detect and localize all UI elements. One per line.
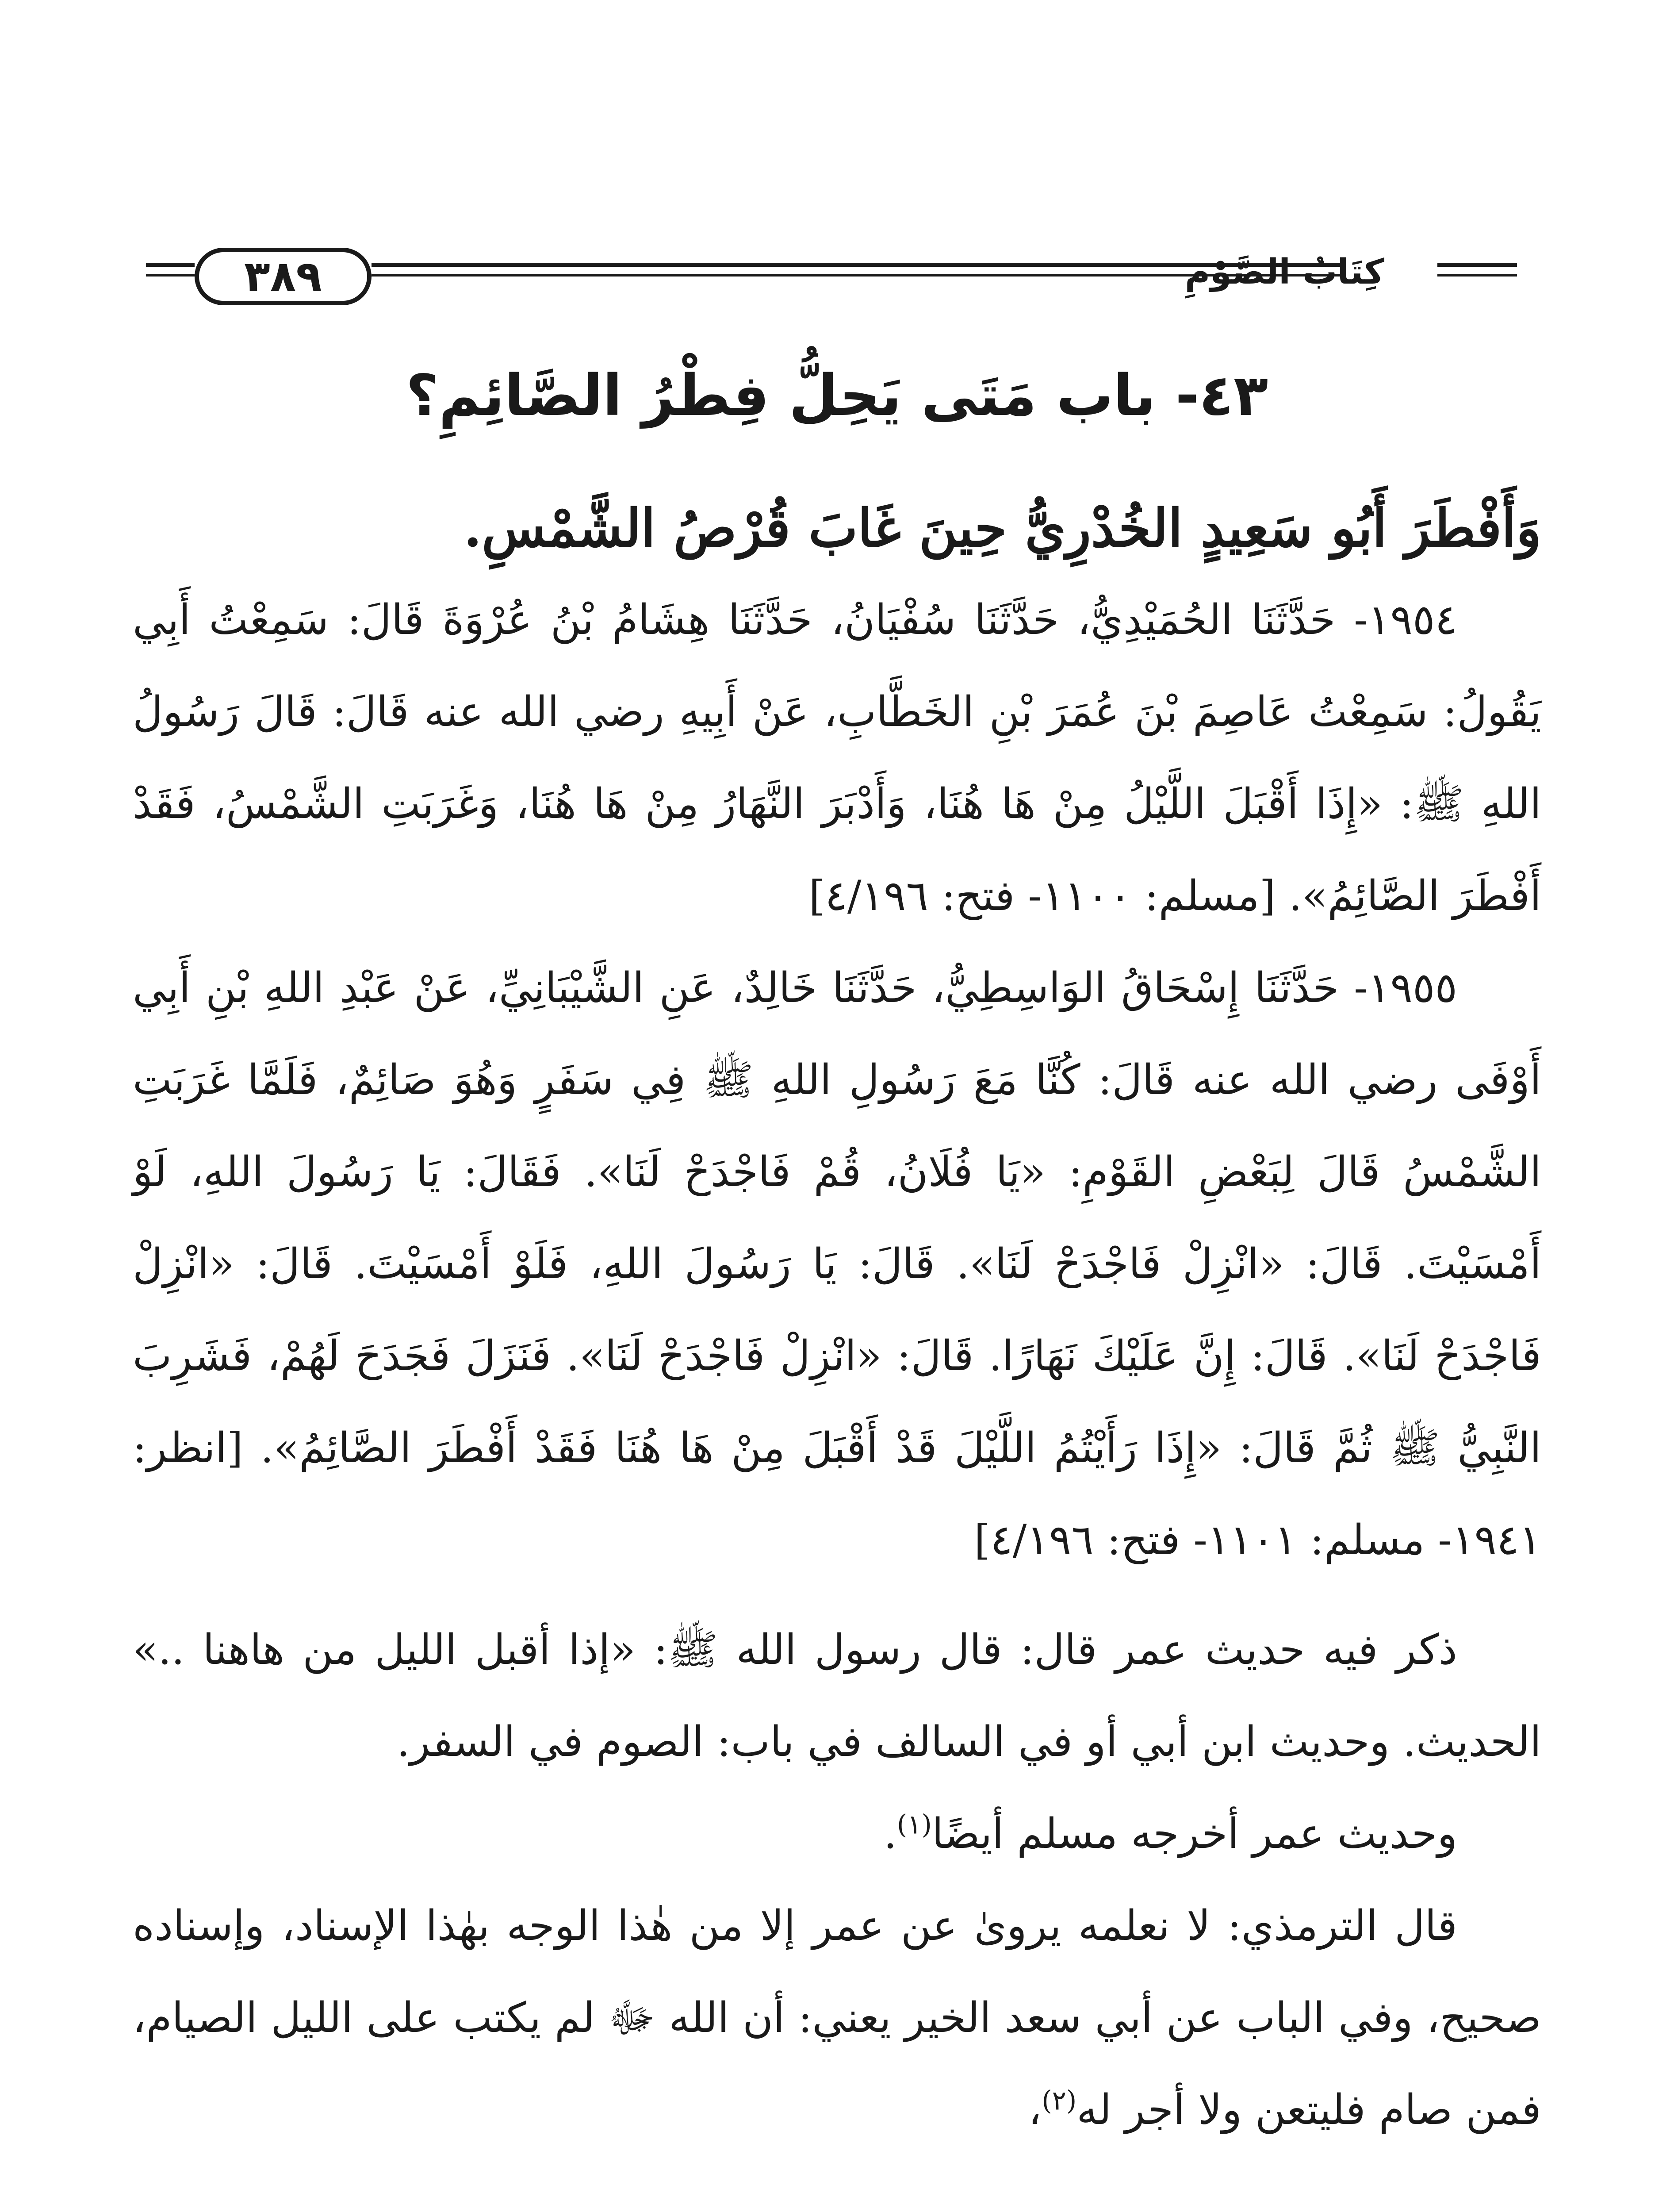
running-header <box>146 230 1517 323</box>
commentary-paragraph: ذكر فيه حديث عمر قال: قال رسول الله ﷺ: «إذا أقبل الليل من هاهنا ..» الحديث. وحديث ابن أبي أو في السالف في باب: الصوم في السفر. <box>133 1626 1541 1766</box>
commentary-paragraph <box>133 1880 1541 2156</box>
header-rule <box>1437 274 1517 276</box>
main-text <box>133 482 1541 2156</box>
commentary-punct: ، <box>1028 2086 1042 2134</box>
header-rule <box>146 263 195 267</box>
header-rule <box>146 274 195 276</box>
commentary-text: قال الترمذي: لا نعلمه يروىٰ عن عمر إلا من هٰذا الوجه بهٰذا الإسناد، وإسناده صحيح، وفي الباب عن أبي سعد الخير يعني: أن الله ﷻ لم يكتب على الليل الصيام، فمن صام فليتعن ولا أجر له <box>133 1902 1541 2134</box>
chapter-title: ٤٣- باب مَتَى يَحِلُّ فِطْرُ الصَّائِمِ؟ <box>406 363 1268 429</box>
hadith-1954: ١٩٥٤- حَدَّثَنَا الحُمَيْدِيُّ، حَدَّثَنَا سُفْيَانُ، حَدَّثَنَا هِشَامُ بْنُ عُرْوَةَ قَالَ: سَمِعْتُ أَبِي يَقُولُ: سَمِعْتُ عَاصِمَ بْنَ عُمَرَ بْنِ الخَطَّابِ، عَنْ أَبِيهِ رضي الله عنه قَالَ: قَالَ رَسُولُ اللهِ ﷺ: «إِذَا أَقْبَلَ اللَّيْلُ مِنْ هَا هُنَا، وَأَدْبَرَ النَّهَارُ مِنْ هَا هُنَا، وَغَرَبَتِ الشَّمْسُ، فَقَدْ أَفْطَرَ الصَّائِمُ». [مسلم: ١١٠٠- فتح: ٤/١٩٦] <box>133 596 1541 920</box>
page-number: ٣٨٩ <box>195 248 372 305</box>
commentary-punct: . <box>883 1810 897 1858</box>
hadith-1955: ١٩٥٥- حَدَّثَنَا إِسْحَاقُ الوَاسِطِيُّ، حَدَّثَنَا خَالِدٌ، عَنِ الشَّيْبَانِيِّ، عَنْ عَبْدِ اللهِ بْنِ أَبِي أَوْفَى رضي الله عنه قَالَ: كُنَّا مَعَ رَسُولِ اللهِ ﷺ فِي سَفَرٍ وَهُوَ صَائِمٌ، فَلَمَّا غَرَبَتِ الشَّمْسُ قَالَ لِبَعْضِ القَوْمِ: «يَا فُلَانُ، قُمْ فَاجْدَحْ لَنَا». فَقَالَ: يَا رَسُولَ اللهِ، لَوْ أَمْسَيْتَ. قَالَ: «انْزِلْ فَاجْدَحْ لَنَا». قَالَ: يَا رَسُولَ اللهِ، فَلَوْ أَمْسَيْتَ. قَالَ: «انْزِلْ فَاجْدَحْ لَنَا». قَالَ: إِنَّ عَلَيْكَ نَهَارًا. قَالَ: «انْزِلْ فَاجْدَحْ لَنَا». فَنَزَلَ فَجَدَحَ لَهُمْ، فَشَرِبَ النَّبِيُّ ﷺ ثُمَّ قَالَ: «إِذَا رَأَيْتُمُ اللَّيْلَ قَدْ أَقْبَلَ مِنْ هَا هُنَا فَقَدْ أَفْطَرَ الصَّائِمُ». [انظر: ١٩٤١- مسلم: ١١٠١- فتح: ٤/١٩٦] <box>133 964 1541 1564</box>
commentary-text: وحديث عمر أخرجه مسلم أيضًا <box>931 1810 1457 1858</box>
book-title: كِتَابُ الصَّوْمِ <box>1185 252 1384 292</box>
header-rule <box>1437 263 1517 267</box>
footnote-ref: (٢) <box>1042 2085 1077 2116</box>
footnote-ref: (١) <box>896 1809 932 1840</box>
commentary-paragraph <box>133 1788 1541 1880</box>
athar-text: وَأَفْطَرَ أَبُو سَعِيدٍ الخُدْرِيُّ حِينَ غَابَ قُرْصُ الشَّمْسِ. <box>464 497 1541 559</box>
